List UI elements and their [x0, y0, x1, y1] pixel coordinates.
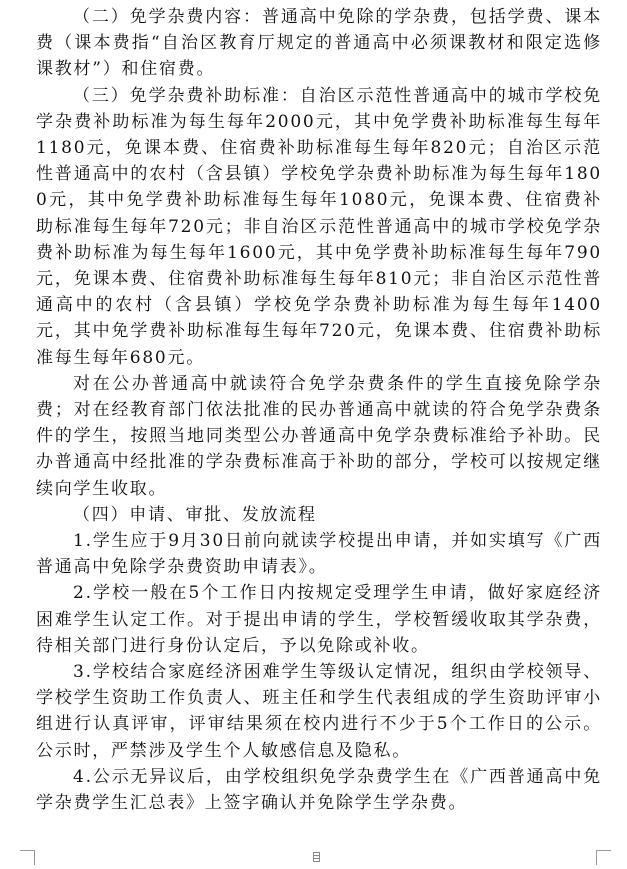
bottom-right-corner-mark	[596, 850, 611, 865]
page-gap-handle-icon[interactable]	[313, 852, 320, 862]
document-body	[36, 4, 602, 816]
heading-application-process: （四）申请、审批、发放流程	[73, 504, 317, 525]
paragraph-step-1: 1.学生应于9月30日前向就读学校提出申请，并如实填写《广西普通高中免除学杂费资助申请表》。	[36, 531, 602, 578]
paragraph-exemption-content: （二）免学杂费内容：普通高中免除的学杂费，包括学费、课本费（课本费指“自治区教育厅规定的普通高中必须课教材和限定选修课教材”）和住宿费。	[36, 7, 602, 80]
bottom-left-corner-mark	[20, 850, 35, 865]
paragraph-step-2: 2.学校一般在5个工作日内按规定受理学生申请，做好家庭经济困难学生认定工作。对于提出申请的学生，学校暂缓收取其学杂费，待相关部门进行身份认定后，予以免除或补收。	[36, 583, 602, 656]
paragraph-step-4: 4.公示无异议后，由学校组织免学杂费学生在《广西普通高中免学杂费学生汇总表》上签字确认并免除学生学杂费。	[36, 766, 602, 814]
paragraph-subsidy-standard: （三）免学杂费补助标准：自治区示范性普通高中的城市学校免学杂费补助标准为每生每年2000元，其中免学费补助标准每生每年1180元，免课本费、住宿费补助标准每生每年820元；自治区示范性普通高中的农村（含县镇）学校免学杂费补助标准为每生每年1800元，其中免学费补助标准每生每年1080元，免课本费、住宿费补助标准每生每年720元；非自治区示范性普通高中的城市学校免学杂费补助标准为每生每年1600元，其中免学费补助标准每生每年790元，免课本费、住宿费补助标准每生每年810元；非自治区示范性普通高中的农村（含县镇）学校免学杂费补助标准为每生每年1400元，其中免学费补助标准每生每年720元，免课本费、住宿费补助标准每生每年680元。	[36, 85, 602, 368]
paragraph-public-private-schools: 对在公办普通高中就读符合免学杂费条件的学生直接免除学杂费；对在经教育部门依法批准的民办普通高中就读的符合免学杂费条件的学生，按照当地同类型公办普通高中免学杂费标准给予补助。民办普通高中经批准的学杂费标准高于补助的部分，学校可以按规定继续向学生收取。	[36, 373, 602, 499]
paragraph-step-3: 3.学校结合家庭经济困难学生等级认定情况，组织由学校领导、学校学生资助工作负责人、班主任和学生代表组成的学生资助评审小组进行认真评审，评审结果须在校内进行不少于5个工作日的公示。公示时，严禁涉及学生个人敏感信息及隐私。	[36, 662, 602, 761]
